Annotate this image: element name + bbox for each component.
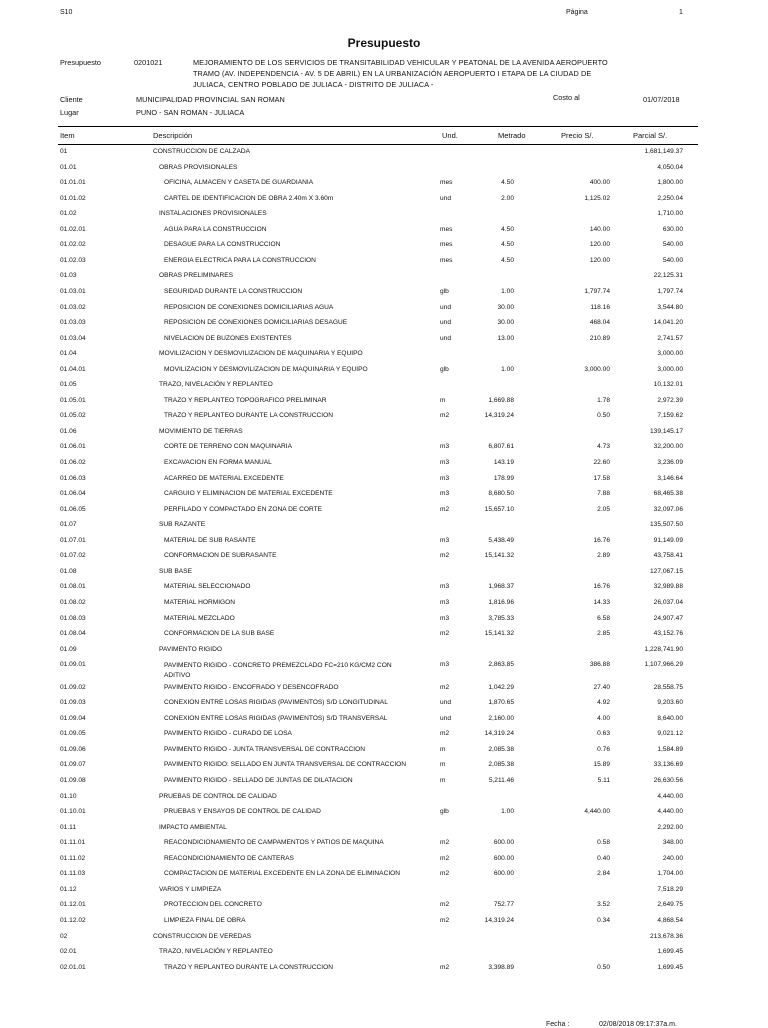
row-description: PAVIMENTO RIGIDO <box>159 645 223 653</box>
row-price: 1,797.74 <box>584 287 610 295</box>
row-partial: 4,868.54 <box>657 916 683 924</box>
row-quantity: 2,160.00 <box>488 714 514 722</box>
row-description: OBRAS PROVISIONALES <box>159 163 238 171</box>
row-partial: 1,699.45 <box>657 963 683 971</box>
row-partial: 240.00 <box>662 854 683 862</box>
row-quantity: 14,319.24 <box>484 730 514 738</box>
row-item-code: 01.06.05 <box>60 505 86 513</box>
page-title: Presupuesto <box>347 36 421 50</box>
row-unit: und <box>440 303 452 311</box>
row-partial: 4,050.04 <box>657 163 683 171</box>
row-unit: m2 <box>440 412 450 420</box>
row-description: REPOSICION DE CONEXIONES DOMICILIARIAS DESAGUE <box>164 319 348 327</box>
row-quantity: 13.00 <box>497 334 514 342</box>
budget-label: Presupuesto <box>60 58 101 67</box>
row-description: PAVIMENTO RIGIDO - SELLADO DE JUNTAS DE DILATACION <box>164 777 353 784</box>
row-partial: 91,149.09 <box>653 536 683 544</box>
col-partial: Parcial S/. <box>633 131 668 140</box>
row-unit: m3 <box>440 443 450 451</box>
row-partial: 1,710.00 <box>657 210 683 218</box>
row-item-code: 01.03 <box>60 272 77 280</box>
row-description: PERFILADO Y COMPACTADO EN ZONA DE CORTE <box>164 505 323 513</box>
row-description: MOVILIZACION Y DESMOVILIZACION DE MAQUINARIA Y EQUIPO <box>159 350 363 358</box>
row-quantity: 15,141.32 <box>484 552 514 560</box>
row-item-code: 01.01.02 <box>60 194 86 202</box>
row-partial: 26,630.56 <box>653 777 683 784</box>
row-item-code: 01.08 <box>60 567 77 575</box>
row-price: 118.16 <box>590 303 610 311</box>
row-description: VARIOS Y LIMPIEZA <box>159 885 222 893</box>
row-description: PRUEBAS DE CONTROL DE CALIDAD <box>159 792 277 800</box>
row-quantity: 4.50 <box>501 179 514 187</box>
row-item-code: 01.09.01 <box>60 661 86 669</box>
row-unit: m3 <box>440 598 450 606</box>
row-partial: 7,159.62 <box>657 412 683 420</box>
row-price: 120.00 <box>589 256 610 264</box>
row-description: NIVELACION DE BUZONES EXISTENTES <box>164 334 292 342</box>
row-item-code: 01.03.02 <box>60 303 86 311</box>
row-unit: mes <box>440 256 453 264</box>
row-partial: 348.00 <box>662 839 683 847</box>
row-partial: 2,292.00 <box>657 823 683 831</box>
row-price: 0.76 <box>597 745 610 753</box>
row-price: 15.89 <box>593 761 610 769</box>
row-price: 400.00 <box>589 179 610 187</box>
row-item-code: 01.07.01 <box>60 536 86 544</box>
row-quantity: 4.50 <box>501 256 514 264</box>
row-price: 2.84 <box>597 870 610 878</box>
software-code: S10 <box>60 9 73 16</box>
row-quantity: 2.00 <box>501 194 514 202</box>
row-partial: 4,440.00 <box>657 792 683 800</box>
row-quantity: 6,807.61 <box>488 443 514 451</box>
row-description: PAVIMENTO RIGIDO: SELLADO EN JUNTA TRANSVERSAL DE CONTRACCION <box>164 761 407 769</box>
row-price: 27.40 <box>593 683 610 691</box>
row-quantity: 1.00 <box>501 365 514 373</box>
row-price: 0.58 <box>597 839 610 847</box>
row-partial: 9,203.60 <box>657 699 683 707</box>
row-partial: 43,758.41 <box>653 552 683 560</box>
row-price: 0.50 <box>597 963 610 971</box>
row-price: 0.63 <box>597 730 610 738</box>
row-item-code: 01 <box>60 148 68 155</box>
row-quantity: 143.19 <box>493 459 514 466</box>
row-unit: m3 <box>440 490 450 498</box>
row-unit: m <box>440 761 446 769</box>
row-partial: 1,704.00 <box>657 870 683 878</box>
row-unit: und <box>440 699 452 707</box>
row-quantity: 14,319.24 <box>484 916 514 924</box>
row-unit: und <box>440 714 452 722</box>
row-price: 2.89 <box>597 552 610 560</box>
row-unit: m2 <box>440 963 450 971</box>
row-quantity: 1,870.65 <box>488 699 514 707</box>
row-unit: mes <box>440 241 453 249</box>
row-partial: 127,067.15 <box>649 567 683 575</box>
row-quantity: 1,042.29 <box>488 683 514 691</box>
row-quantity: 14,319.24 <box>484 412 514 420</box>
row-partial: 1,681,149.37 <box>644 148 683 155</box>
row-unit: und <box>440 194 452 202</box>
row-item-code: 01.06.03 <box>60 474 86 482</box>
cost-date: 01/07/2018 <box>643 95 680 104</box>
row-description: INSTALACIONES PROVISIONALES <box>159 210 267 218</box>
row-item-code: 01.07.02 <box>60 552 86 560</box>
col-description: Descripción <box>153 131 193 140</box>
row-item-code: 01.09 <box>60 645 77 653</box>
row-item-code: 01.03.04 <box>60 334 86 342</box>
row-quantity: 1.00 <box>501 808 514 816</box>
row-unit: mes <box>440 225 453 233</box>
row-quantity: 15,657.10 <box>484 505 514 513</box>
row-item-code: 01.08.01 <box>60 583 86 591</box>
row-price: 1,125.02 <box>584 194 610 202</box>
row-item-code: 01.12 <box>60 885 77 893</box>
row-quantity: 5,438.49 <box>488 536 514 544</box>
row-quantity: 8,680.50 <box>488 490 514 498</box>
row-description: MATERIAL DE SUB RASANTE <box>164 536 256 544</box>
row-partial: 1,797.74 <box>657 287 683 295</box>
row-price: 3.52 <box>597 901 610 909</box>
row-description: CARTEL DE IDENTIFICACION DE OBRA 2.40m X 3.60m <box>164 194 334 202</box>
row-partial: 213,678.36 <box>649 932 683 940</box>
row-partial: 4,440.00 <box>657 808 683 816</box>
col-unit: Und. <box>442 131 458 140</box>
row-quantity: 1,669.88 <box>488 396 514 404</box>
row-item-code: 01.09.02 <box>60 683 86 691</box>
row-description: EXCAVACION EN FORMA MANUAL <box>164 459 272 466</box>
row-partial: 32,200.00 <box>653 443 683 451</box>
row-price: 210.89 <box>589 334 610 342</box>
row-quantity: 752.77 <box>493 901 514 909</box>
row-description: MOVIMIENTO DE TIERRAS <box>159 427 243 435</box>
row-partial: 1,584.89 <box>657 745 683 753</box>
row-description: CARGUIO Y ELIMINACION DE MATERIAL EXCEDENTE <box>164 490 333 498</box>
row-unit: m3 <box>440 583 450 591</box>
row-description: PROTECCION DEL CONCRETO <box>164 901 262 909</box>
footer-date-label: Fecha : <box>546 1021 570 1028</box>
row-unit: glb <box>440 287 449 295</box>
row-partial: 2,741.57 <box>657 334 683 342</box>
row-description: CONFORMACION DE LA SUB BASE <box>164 630 275 638</box>
row-partial: 2,250.04 <box>657 194 683 202</box>
row-partial: 28,558.75 <box>653 683 683 691</box>
row-price: 4.73 <box>597 443 610 451</box>
client-label: Cliente <box>60 95 83 104</box>
row-partial: 7,518.29 <box>657 885 683 893</box>
row-item-code: 01.01.01 <box>60 179 86 187</box>
row-partial: 1,107,966.29 <box>644 661 683 669</box>
row-item-code: 01.09.05 <box>60 730 86 738</box>
row-partial: 14,041.20 <box>653 319 683 327</box>
row-quantity: 3,398.89 <box>488 963 514 971</box>
row-partial: 43,152.76 <box>653 630 683 638</box>
row-item-code: 01.03.01 <box>60 287 86 295</box>
row-item-code: 01.10.01 <box>60 808 86 816</box>
row-partial: 32,097.06 <box>653 505 683 513</box>
row-description: ENERGIA ELECTRICA PARA LA CONSTRUCCION <box>164 256 316 264</box>
row-item-code: 01.02.03 <box>60 256 86 264</box>
row-price: 4.00 <box>597 714 610 722</box>
row-unit: m <box>440 396 446 404</box>
row-partial: 540.00 <box>662 256 683 264</box>
row-quantity: 30.00 <box>497 319 514 327</box>
row-quantity: 1.00 <box>501 287 514 295</box>
row-unit: m2 <box>440 630 450 638</box>
row-price: 468.04 <box>589 319 610 327</box>
row-partial: 135,507.50 <box>649 521 683 529</box>
page-label: Página <box>566 9 588 16</box>
row-item-code: 01.06.02 <box>60 459 86 466</box>
row-description: MATERIAL MEZCLADO <box>164 614 235 622</box>
row-quantity: 3,785.33 <box>488 614 514 622</box>
row-price: 1.78 <box>597 396 610 404</box>
row-unit: und <box>440 334 452 342</box>
row-unit: m3 <box>440 661 450 669</box>
row-description: MATERIAL HORMIGON <box>164 598 236 606</box>
row-price: 17.58 <box>593 474 610 482</box>
row-price: 0.34 <box>597 916 610 924</box>
row-item-code: 01.09.04 <box>60 714 86 722</box>
row-unit: m2 <box>440 870 450 878</box>
row-quantity: 5,211.46 <box>488 777 514 784</box>
row-unit: m2 <box>440 854 450 862</box>
row-partial: 1,699.45 <box>657 948 683 956</box>
row-quantity: 600.00 <box>493 870 514 878</box>
row-description: OBRAS PRELIMINARES <box>159 272 234 280</box>
row-price: 4.92 <box>597 699 610 707</box>
row-item-code: 01.05 <box>60 381 77 389</box>
row-unit: m2 <box>440 730 450 738</box>
row-quantity: 2,863.85 <box>488 661 514 669</box>
row-partial: 630.00 <box>662 225 683 233</box>
row-price: 2.05 <box>597 505 610 513</box>
row-description: CONSTRUCCION DE CALZADA <box>153 148 251 155</box>
row-partial: 32,989.88 <box>653 583 683 591</box>
row-partial: 24,907.47 <box>653 614 683 622</box>
row-partial: 9,021.12 <box>657 730 683 738</box>
row-item-code: 01.09.07 <box>60 761 86 769</box>
row-description: REPOSICION DE CONEXIONES DOMICILIARIAS AGUA <box>164 303 334 311</box>
row-item-code: 01.09.03 <box>60 699 86 707</box>
row-unit: m3 <box>440 459 450 466</box>
row-unit: mes <box>440 179 453 187</box>
row-price: 4,440.00 <box>584 808 610 816</box>
row-description: IMPACTO AMBIENTAL <box>159 823 227 831</box>
row-description: TRAZO Y REPLANTEO DURANTE LA CONSTRUCCION <box>164 963 334 971</box>
row-unit: m <box>440 745 446 753</box>
row-item-code: 01.02 <box>60 210 77 218</box>
row-price: 16.76 <box>593 583 610 591</box>
row-item-code: 01.08.03 <box>60 614 86 622</box>
row-item-code: 01.02.02 <box>60 241 86 249</box>
row-item-code: 01.06.04 <box>60 490 86 498</box>
row-description: PAVIMENTO RIGIDO - CONCRETO PREMEZCLADO FC=210 KG/CM2 CON ADITIVO <box>164 662 392 679</box>
row-item-code: 01.08.04 <box>60 630 86 638</box>
row-description: TRAZO Y REPLANTEO DURANTE LA CONSTRUCCION <box>164 412 334 420</box>
row-description: ACARREO DE MATERIAL EXCEDENTE <box>164 474 284 482</box>
row-partial: 3,000.00 <box>657 365 683 373</box>
budget-code: 0201021 <box>134 58 163 67</box>
project-description: MEJORAMIENTO DE LOS SERVICIOS DE TRANSITABILIDAD VEHICULAR Y PEATONAL DE LA AVENIDA AEROPUERTO TRAMO (AV. INDEPENDENCIA - AV. 5 DE ABRIL) EN LA URBANIZACIÓN AEROPUERTO I ETAPA DE LA CIUDAD DE JULIACA, CENTRO POBLADO DE JULIACA - DISTRITO DE JULIACA - <box>193 58 608 89</box>
footer-date-value: 02/08/2018 09:17:37a.m. <box>599 1021 677 1028</box>
row-item-code: 01.11.02 <box>60 854 86 862</box>
row-price: 140.00 <box>589 225 610 233</box>
col-price: Precio S/. <box>561 131 594 140</box>
row-description: MATERIAL SELECCIONADO <box>164 583 251 591</box>
row-price: 14.33 <box>593 598 610 606</box>
row-price: 22.60 <box>593 459 610 466</box>
row-price: 0.40 <box>597 854 610 862</box>
row-description: SUB BASE <box>159 567 192 575</box>
row-item-code: 01.11 <box>60 823 77 831</box>
row-description: CONEXION ENTRE LOSAS RIGIDAS (PAVIMENTOS) S/D TRANSVERSAL <box>164 714 388 722</box>
row-partial: 1,800.00 <box>657 179 683 187</box>
row-partial: 10,132.01 <box>653 381 683 389</box>
row-quantity: 4.50 <box>501 241 514 249</box>
row-description: DESAGUE PARA LA CONSTRUCCION <box>164 241 281 249</box>
row-item-code: 01.05.01 <box>60 396 86 404</box>
row-partial: 2,972.39 <box>657 396 683 404</box>
row-partial: 2,649.75 <box>657 901 683 909</box>
row-unit: m2 <box>440 916 450 924</box>
row-quantity: 2,085.38 <box>488 745 514 753</box>
row-item-code: 01.11.03 <box>60 870 86 878</box>
row-quantity: 4.50 <box>501 225 514 233</box>
row-item-code: 02.01.01 <box>60 963 86 971</box>
row-description: SEGURIDAD DURANTE LA CONSTRUCCION <box>164 287 303 295</box>
row-unit: m3 <box>440 536 450 544</box>
row-description: MOVILIZACION Y DESMOVILIZACION DE MAQUINARIA Y EQUIPO <box>164 365 368 373</box>
col-item: Item <box>60 131 75 140</box>
row-description: TRAZO, NIVELACIÓN Y REPLANTEO <box>159 381 273 389</box>
row-partial: 8,640.00 <box>657 714 683 722</box>
row-item-code: 01.09.08 <box>60 777 86 784</box>
row-item-code: 01.09.06 <box>60 745 86 753</box>
row-quantity: 1,968.37 <box>488 583 514 591</box>
col-quantity: Metrado <box>498 131 526 140</box>
row-price: 16.76 <box>593 536 610 544</box>
row-unit: und <box>440 319 452 327</box>
row-description: TRAZO, NIVELACIÓN Y REPLANTEO <box>159 948 273 956</box>
row-unit: m2 <box>440 901 450 909</box>
row-quantity: 1,816.96 <box>488 598 514 606</box>
row-partial: 139,145.17 <box>649 427 683 435</box>
row-description: OFICINA, ALMACEN Y CASETA DE GUARDIANIA <box>164 179 314 187</box>
row-quantity: 15,141.32 <box>484 630 514 638</box>
page-number: 1 <box>679 9 683 16</box>
row-price: 2.85 <box>597 630 610 638</box>
row-unit: m2 <box>440 839 450 847</box>
row-unit: m3 <box>440 614 450 622</box>
row-partial: 33,136.69 <box>653 761 683 769</box>
row-quantity: 600.00 <box>493 839 514 847</box>
row-description: SUB RAZANTE <box>159 521 206 529</box>
row-item-code: 01.04 <box>60 350 77 358</box>
row-item-code: 02.01 <box>60 948 77 956</box>
row-unit: m2 <box>440 505 450 513</box>
row-price: 0.50 <box>597 412 610 420</box>
row-quantity: 30.00 <box>497 303 514 311</box>
row-quantity: 178.99 <box>493 474 514 482</box>
row-item-code: 01.02.01 <box>60 225 86 233</box>
row-price: 3,000.00 <box>584 365 610 373</box>
row-description: PAVIMENTO RIGIDO - CURADO DE LOSA <box>164 730 292 738</box>
row-description: REACONDICIONAMIENTO DE CANTERAS <box>164 854 294 862</box>
row-unit: glb <box>440 365 449 373</box>
row-item-code: 01.12.02 <box>60 916 86 924</box>
row-item-code: 01.08.02 <box>60 598 86 606</box>
row-unit: glb <box>440 808 449 816</box>
row-description: COMPACTACION DE MATERIAL EXCEDENTE EN LA ZONA DE ELIMINACION <box>164 870 401 878</box>
row-description: CONFORMACION DE SUBRASANTE <box>164 552 277 560</box>
row-unit: m2 <box>440 552 450 560</box>
row-description: CORTE DE TERRENO CON MAQUINARIA <box>164 443 292 451</box>
row-partial: 3,000.00 <box>657 350 683 358</box>
row-item-code: 01.11.01 <box>60 839 86 847</box>
row-quantity: 2,085.38 <box>488 761 514 769</box>
row-item-code: 01.06.01 <box>60 443 86 451</box>
row-partial: 540.00 <box>662 241 683 249</box>
row-item-code: 01.03.03 <box>60 319 86 327</box>
row-item-code: 02 <box>60 932 68 940</box>
row-description: TRAZO Y REPLANTEO TOPOGRAFICO PRELIMINAR <box>164 396 327 404</box>
row-description: REACONDICIONAMIENTO DE CAMPAMENTOS Y PATIOS DE MAQUINA <box>164 839 384 847</box>
row-item-code: 01.06 <box>60 427 77 435</box>
row-item-code: 01.01 <box>60 163 77 171</box>
row-price: 6.58 <box>597 614 610 622</box>
row-quantity: 600.00 <box>493 854 514 862</box>
row-description: PRUEBAS Y ENSAYOS DE CONTROL DE CALIDAD <box>164 808 321 816</box>
row-partial: 3,236.09 <box>657 459 683 466</box>
row-price: 386.88 <box>589 661 610 669</box>
row-description: CONEXION ENTRE LOSAS RIGIDAS (PAVIMENTOS) S/D LONGITUDINAL <box>164 699 388 707</box>
place-label: Lugar <box>60 108 79 117</box>
row-unit: m3 <box>440 474 450 482</box>
row-price: 5.11 <box>597 777 610 784</box>
row-description: PAVIMENTO RIGIDO - JUNTA TRANSVERSAL DE CONTRACCION <box>164 745 366 753</box>
row-description: AGUA PARA LA CONSTRUCCION <box>164 225 267 233</box>
place-value: PUNO - SAN ROMAN - JULIACA <box>136 108 245 117</box>
row-partial: 26,037.04 <box>653 598 683 606</box>
client-value: MUNICIPALIDAD PROVINCIAL SAN ROMAN <box>136 95 285 104</box>
row-unit: m <box>440 777 446 784</box>
row-description: LIMPIEZA FINAL DE OBRA <box>164 916 246 924</box>
row-partial: 68,465.38 <box>653 490 683 498</box>
row-item-code: 01.07 <box>60 521 77 529</box>
row-partial: 1,228,741.90 <box>644 645 683 653</box>
row-item-code: 01.04.01 <box>60 365 86 373</box>
table-header <box>58 126 698 145</box>
row-description: PAVIMENTO RIGIDO - ENCOFRADO Y DESENCOFRADO <box>164 683 339 691</box>
row-partial: 3,146.64 <box>657 474 683 482</box>
row-price: 7.88 <box>597 490 610 498</box>
row-item-code: 01.10 <box>60 792 77 800</box>
row-description: CONSTRUCCION DE VEREDAS <box>153 932 252 940</box>
cost-label: Costo al <box>553 93 580 102</box>
row-item-code: 01.12.01 <box>60 901 86 909</box>
row-price: 120.00 <box>589 241 610 249</box>
row-partial: 3,544.80 <box>657 303 683 311</box>
row-partial: 22,125.31 <box>653 272 683 280</box>
row-item-code: 01.05.02 <box>60 412 86 420</box>
row-unit: m2 <box>440 683 450 691</box>
